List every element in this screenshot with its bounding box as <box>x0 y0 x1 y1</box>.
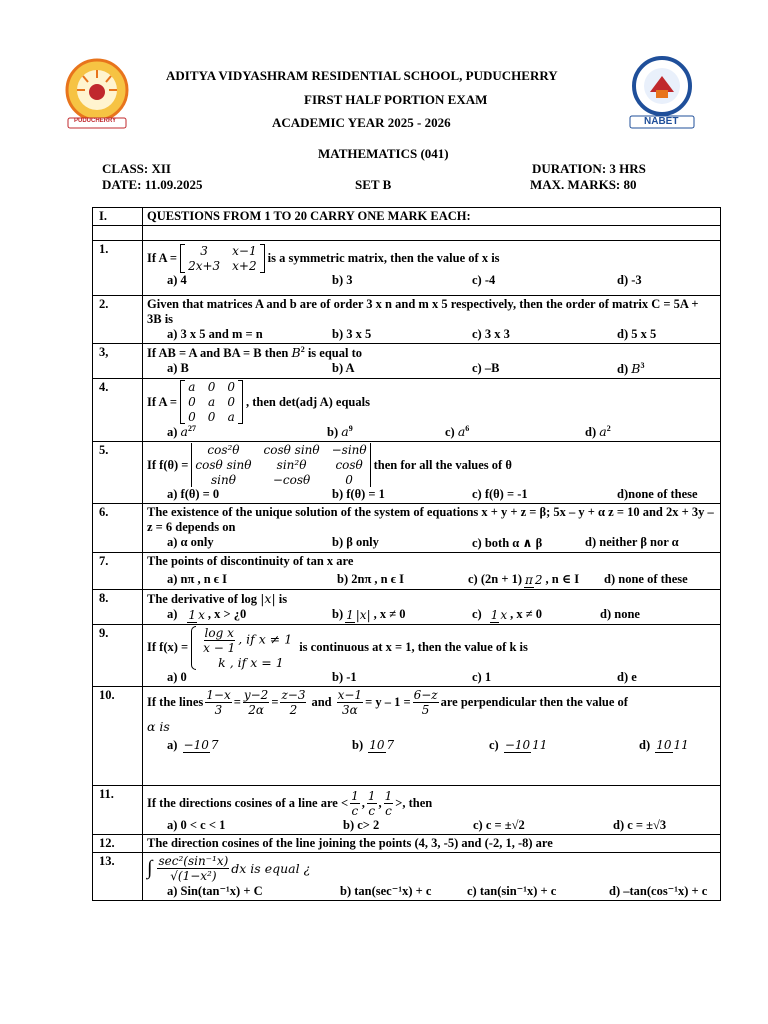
fraction <box>202 626 236 655</box>
option-label: a) <box>167 607 178 622</box>
question-text: is equal to <box>307 346 363 361</box>
option-c: c) 1 <box>472 669 492 684</box>
numerator: −10 <box>183 738 209 753</box>
question-number: 13. <box>93 852 143 900</box>
question-text: If A = <box>147 394 178 409</box>
numerator: sec²(sin⁻¹x) <box>158 853 229 868</box>
fraction <box>413 688 439 717</box>
math-expr: B <box>291 345 301 361</box>
question-row <box>93 504 721 553</box>
option-b <box>352 738 489 754</box>
numerator: x−1 <box>337 687 363 702</box>
option-d: d) -3 <box>617 273 642 287</box>
question-text: If f(x) = <box>147 640 189 655</box>
math-expr: , x ≠ 0 <box>373 607 406 622</box>
option-label: b) <box>332 607 344 622</box>
option-label: b) <box>327 425 339 440</box>
question-number: 7. <box>93 553 143 590</box>
math-expr: a <box>599 424 607 440</box>
question-row <box>93 553 721 590</box>
question-text: If the lines <box>147 694 204 709</box>
fraction <box>504 738 549 753</box>
fraction <box>368 738 395 753</box>
determinant <box>191 443 370 487</box>
denominator: x − 1 <box>203 640 236 655</box>
option-d: d) none of these <box>604 572 688 587</box>
math-expr: k , if x = 1 <box>218 654 284 670</box>
academic-year: ACADEMIC YEAR 2025 - 2026 <box>272 115 451 130</box>
math-expr: , if x ≠ 1 <box>238 631 293 647</box>
denominator: x <box>198 607 205 622</box>
option-b: b) f(θ) = 1 <box>332 487 385 502</box>
numerator: 10 <box>656 738 672 753</box>
question-row <box>93 379 721 442</box>
matrix-cell: 0 <box>188 395 196 410</box>
question-text: The points of discontinuity of tan x are <box>147 554 354 569</box>
question-text: The direction cosines of the line joining the points (4, 3, -5) and (-2, 1, -8) are <box>143 834 721 852</box>
option-a: a) 3 x 5 and m = n <box>167 327 263 341</box>
option-a: a) 0 < c < 1 <box>167 817 226 832</box>
matrix <box>180 244 265 273</box>
matrix-cell: 2x+3 <box>188 259 221 273</box>
numerator: log x <box>204 625 234 640</box>
denominator: 2α <box>248 702 264 717</box>
exponent: 6 <box>465 424 470 434</box>
numerator: 1 <box>490 607 499 622</box>
math-expr: a <box>180 424 188 440</box>
option-c <box>472 607 600 623</box>
question-number: 2. <box>93 296 143 344</box>
matrix-cell: cosθ sinθ <box>195 458 252 473</box>
option-c: c) f(θ) = -1 <box>472 487 528 502</box>
matrix-cell: sin²θ <box>276 458 307 473</box>
numerator: 10 <box>369 738 385 753</box>
question-text: If the directions cosines of a line are < <box>147 795 349 810</box>
option-d: d) none <box>600 607 640 622</box>
question-text: >, then <box>395 795 433 810</box>
question-row <box>93 442 721 504</box>
matrix-cell: 0 <box>227 380 235 395</box>
question-text: , then det(adj A) equals <box>245 394 370 409</box>
option-a: a) 4 <box>167 273 187 287</box>
question-table <box>92 207 721 901</box>
option-b: b) 3 <box>332 273 353 287</box>
denominator: √(1−x²) <box>170 868 217 883</box>
option-d: d) c = ±√3 <box>613 817 667 832</box>
subject-title: MATHEMATICS (041) <box>318 146 449 161</box>
option-label: d) <box>617 362 629 377</box>
option-c: c) -4 <box>472 273 496 287</box>
question-row <box>93 624 721 686</box>
question-row: 10. If the lines $\frac{1-x}{3}$ = $\frac{y-2}{2\alpha}$ = $\frac{z-3}{2}$ and $\frac{x-1}{3\alpha}$ = y – 1 = $\frac{6-z}{5}$ are perpendicular then the value of α is a) −10 7 b) 10 7 c) −10 11 d) 10 11 <box>93 686 721 785</box>
question-text: = y – 1 = <box>365 694 411 709</box>
exam-title: FIRST HALF PORTION EXAM <box>304 92 488 107</box>
matrix-cell: a <box>227 410 235 425</box>
fraction <box>183 738 220 753</box>
question-text: If f(θ) = <box>147 457 189 472</box>
blank-cell <box>93 226 143 241</box>
question-text: then for all the values of θ <box>373 457 512 472</box>
numerator: 1 <box>367 788 376 803</box>
fraction <box>350 789 360 818</box>
fraction <box>524 573 544 588</box>
max-marks-label: MAX. MARKS: 80 <box>530 177 637 192</box>
option-c: c) –B <box>472 361 500 376</box>
fraction <box>337 688 363 717</box>
option-a <box>167 738 352 754</box>
fraction <box>490 608 508 623</box>
option-label: c) <box>489 737 499 752</box>
question-number: 12. <box>93 834 143 852</box>
option-label: d) <box>639 737 651 752</box>
piecewise <box>191 626 296 670</box>
option-d <box>639 738 692 754</box>
matrix-cell: a <box>207 395 216 410</box>
question-row <box>93 852 721 900</box>
option-c <box>468 571 604 588</box>
option-c <box>489 738 639 754</box>
class-label: CLASS: XII <box>102 161 171 176</box>
school-name: ADITYA VIDYASHRAM RESIDENTIAL SCHOOL, PUDUCHERRY <box>166 68 558 83</box>
option-label: d) <box>585 425 597 440</box>
question-row <box>93 344 721 379</box>
question-text: α is <box>147 718 170 734</box>
section-title: QUESTIONS FROM 1 TO 20 CARRY ONE MARK EACH: <box>143 208 721 226</box>
spacer-row <box>93 226 721 241</box>
logo-right-caption: NABET <box>644 116 679 127</box>
numerator: 1−x <box>206 687 231 702</box>
option-b: b) -1 <box>332 669 357 684</box>
section-number: I. <box>93 208 143 226</box>
question-number: 10. <box>93 686 143 785</box>
option-a: a) 0 <box>167 669 187 684</box>
matrix-cell: −cosθ <box>272 473 311 488</box>
question-row: 11. If the directions cosines of a line are < $\frac{1}{c}$ , $\frac{1}{c}$ , $\frac{1}{c}$ >, then a) 0 < c < 1 b) c> 2 c) c = ±√2 d) c = ±√3 <box>93 785 721 834</box>
math-expr: |x| <box>260 591 276 607</box>
option-d: d) –tan(cos⁻¹x) + c <box>609 883 708 898</box>
question-number: 11. <box>93 785 143 834</box>
numerator: z−3 <box>281 687 306 702</box>
matrix-cell: 0 <box>207 380 216 395</box>
numerator: 6−z <box>413 687 438 702</box>
question-text: The existence of the unique solution of the system of equations x + y + z = β; 5x – y + α z = 10 and 2x + 3y – z = 6 depends on <box>147 505 714 535</box>
numerator: 1 <box>384 788 393 803</box>
option-a <box>167 607 332 623</box>
denominator: 11 <box>532 738 548 753</box>
option-d: d) 5 x 5 <box>617 327 657 341</box>
logo-left-caption: PUDUCHERRY <box>74 118 117 124</box>
exponent: 2 <box>606 424 611 434</box>
matrix-cell: cos²θ <box>207 443 240 458</box>
denominator: 7 <box>386 738 395 753</box>
math-expr: dx is equal ¿ <box>231 860 311 876</box>
numerator: π <box>525 573 533 588</box>
math-expr: , x ≠ 0 <box>510 607 543 622</box>
matrix-cell: cosθ sinθ <box>263 443 320 458</box>
numerator: 1 <box>188 607 197 622</box>
math-expr: , x > ¿0 <box>207 607 247 622</box>
question-text: and <box>311 694 332 709</box>
matrix <box>180 380 243 424</box>
question-row <box>93 241 721 296</box>
option-c: c) both α ∧ β <box>472 536 543 551</box>
option-b: b) β only <box>332 535 379 550</box>
option-d <box>585 424 611 440</box>
question-text: If A = <box>147 251 178 265</box>
school-logo <box>58 56 136 130</box>
denominator: c <box>368 803 376 818</box>
duration-label: DURATION: 3 HRS <box>532 161 646 176</box>
question-text: If AB = A and BA = B then <box>147 346 289 361</box>
option-a: a) f(θ) = 0 <box>167 487 220 502</box>
question-number: 3, <box>93 344 143 379</box>
numerator: −10 <box>504 738 531 753</box>
question-row <box>93 296 721 344</box>
exponent: 27 <box>188 424 196 434</box>
section-row <box>93 208 721 226</box>
fraction <box>205 688 231 717</box>
denominator: 7 <box>210 738 219 753</box>
question-row <box>93 590 721 625</box>
matrix-cell: cosθ <box>335 458 363 473</box>
question-text: is continuous at x = 1, then the value of k is <box>299 640 528 655</box>
question-text: is <box>278 592 288 607</box>
fraction <box>280 688 306 717</box>
fraction <box>655 738 690 753</box>
nabet-logo <box>626 56 698 130</box>
question-number: 5. <box>93 442 143 504</box>
matrix-cell: −sinθ <box>331 443 367 458</box>
option-c: c) tan(sin⁻¹x) + c <box>467 883 557 898</box>
exponent: 2 <box>300 345 305 354</box>
fraction <box>243 688 269 717</box>
option-b: b) tan(sec⁻¹x) + c <box>340 883 432 898</box>
question-number: 1. <box>93 241 143 296</box>
question-number: 6. <box>93 504 143 553</box>
matrix-cell: 0 <box>207 410 216 425</box>
option-label: b) <box>352 737 364 752</box>
matrix-cell: sinθ <box>210 473 236 488</box>
question-text: The derivative of log <box>147 592 258 607</box>
matrix-cell: 0 <box>227 395 235 410</box>
numerator: 1 <box>351 788 359 803</box>
option-a: a) Sin(tan⁻¹x) + C <box>167 883 263 898</box>
numerator: y−2 <box>243 687 269 702</box>
question-text: are perpendicular then the value of <box>440 694 628 709</box>
fraction <box>367 789 377 818</box>
option-d <box>617 361 644 377</box>
matrix-cell: 0 <box>345 473 353 488</box>
option-d: d)none of these <box>617 487 698 502</box>
exponent: 9 <box>348 424 353 434</box>
denominator: 5 <box>421 702 430 717</box>
option-c: c) c = ±√2 <box>473 817 525 832</box>
integral-sign: ∫ <box>147 856 153 879</box>
option-d: d) neither β nor α <box>585 535 679 550</box>
option-label: a) <box>167 425 178 440</box>
question-text: is a symmetric matrix, then the value of x is <box>267 251 500 265</box>
denominator: 3 <box>214 702 223 717</box>
option-d: d) e <box>617 669 637 684</box>
option-c <box>445 424 585 440</box>
option-a: a) nπ , n ϵ I <box>167 572 228 587</box>
option-b <box>327 424 445 440</box>
matrix-cell: a <box>188 380 196 395</box>
option-label: c) <box>472 607 482 622</box>
matrix-cell: 3 <box>200 244 208 258</box>
option-a <box>167 424 327 440</box>
matrix-cell: x−1 <box>232 244 257 258</box>
exponent: 3 <box>640 361 645 371</box>
question-number: 9. <box>93 624 143 686</box>
question-number: 8. <box>93 590 143 625</box>
matrix-cell: x+2 <box>232 259 257 273</box>
set-label: SET B <box>355 177 392 192</box>
date-label: DATE: 11.09.2025 <box>102 177 203 192</box>
denominator: |x| <box>355 607 371 622</box>
denominator: 3α <box>341 702 358 717</box>
option-label: a) <box>167 737 178 752</box>
option-c: c) 3 x 3 <box>472 327 510 341</box>
blank-cell <box>143 226 721 241</box>
option-label: c) <box>445 425 455 440</box>
denominator: 2 <box>534 573 543 588</box>
option-b: b) A <box>332 361 355 376</box>
fraction <box>157 854 229 883</box>
option-b: b) 2nπ , n ϵ I <box>337 572 404 587</box>
fraction <box>345 608 372 623</box>
question-number: 4. <box>93 379 143 442</box>
math-expr: a <box>457 424 466 440</box>
option-a: a) B <box>167 361 189 376</box>
math-expr: a <box>341 424 349 440</box>
option-b <box>332 607 472 623</box>
question-text: Given that matrices A and b are of order 3 x n and m x 5 respectively, then the order of matrix C = 5A + 3B is <box>147 297 699 326</box>
option-a: a) α only <box>167 535 214 550</box>
fraction <box>187 608 205 623</box>
denominator: c <box>385 803 392 818</box>
option-b: b) 3 x 5 <box>332 327 372 341</box>
matrix-cell: 0 <box>188 410 196 425</box>
numerator: 1 <box>346 607 354 622</box>
math-expr: B <box>631 361 641 377</box>
math-expr: , n ∈ I <box>545 572 580 587</box>
fraction <box>384 789 394 818</box>
option-label: c) (2n + 1) <box>468 572 522 587</box>
option-b: b) c> 2 <box>343 817 380 832</box>
denominator: 11 <box>673 738 689 753</box>
denominator: c <box>351 803 359 818</box>
question-row <box>93 834 721 852</box>
denominator: 2 <box>289 702 298 717</box>
denominator: x <box>500 607 508 622</box>
